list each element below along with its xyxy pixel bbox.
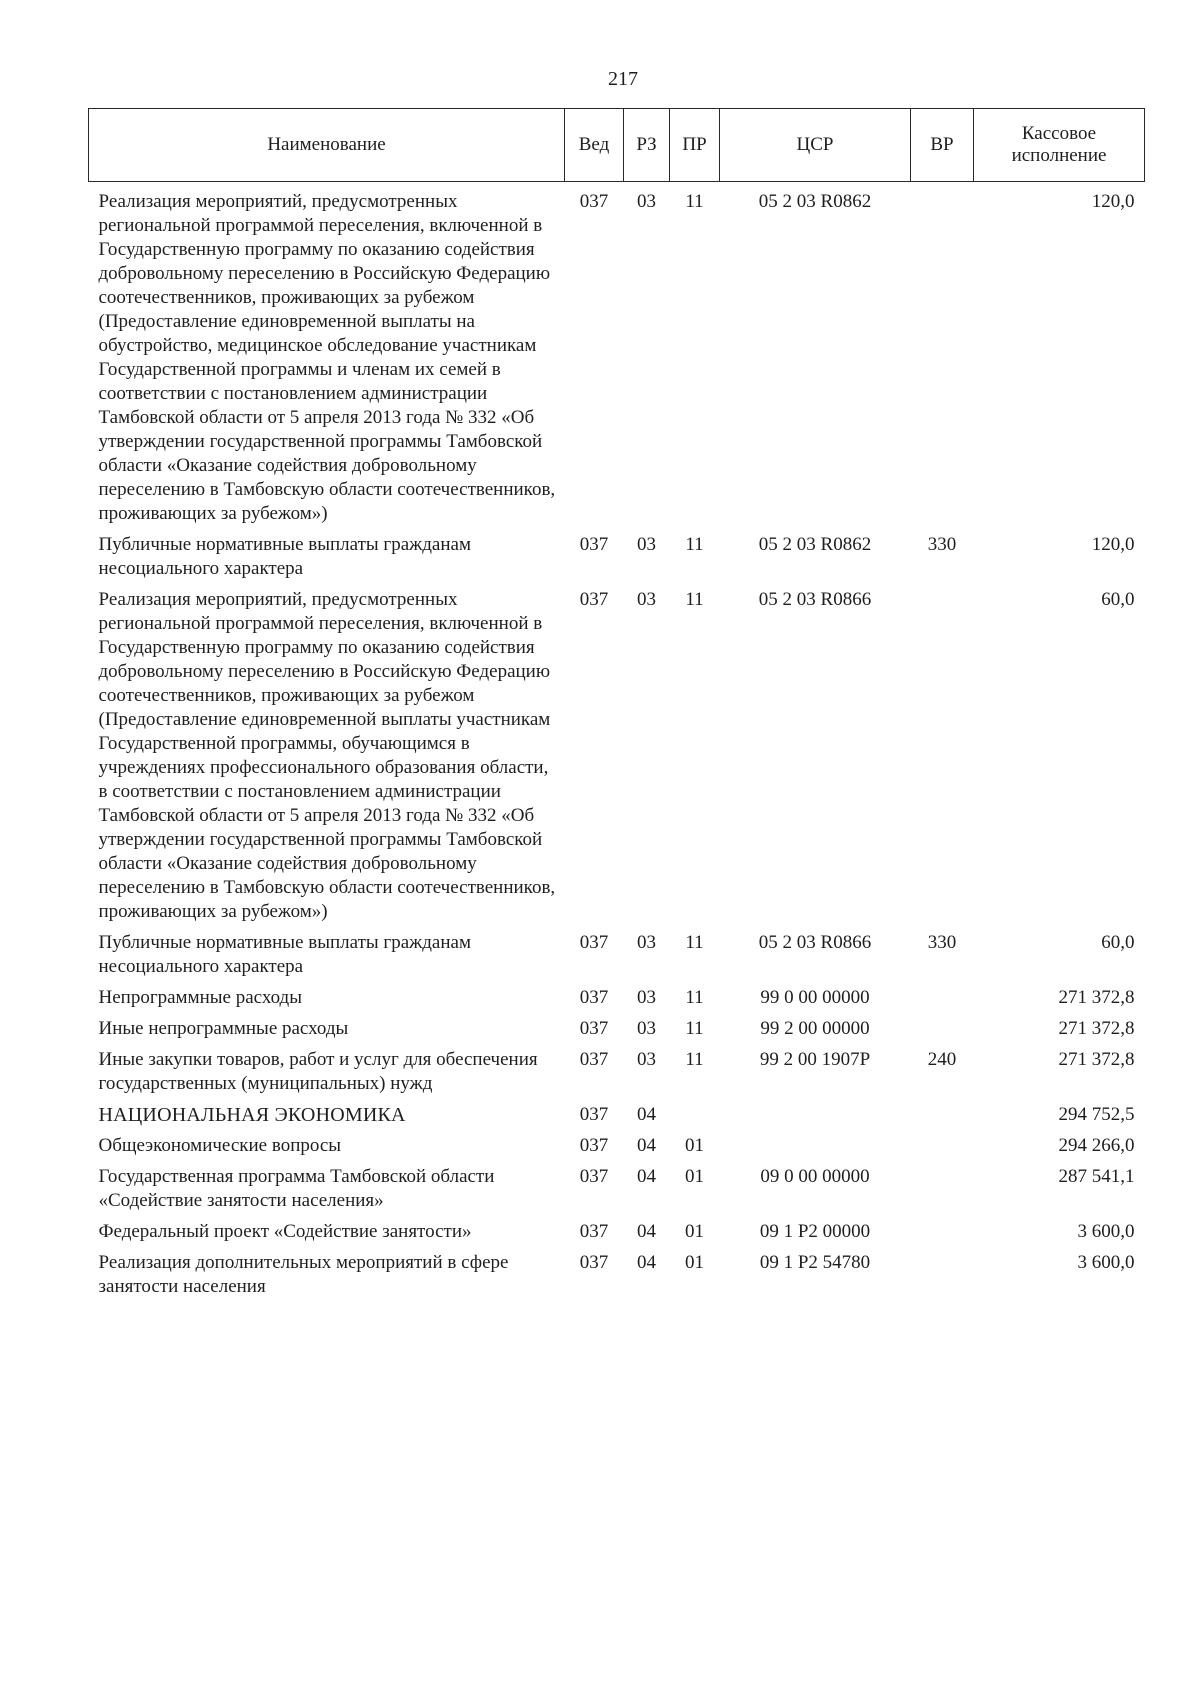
row-sum: 287 541,1: [1058, 1166, 1135, 1187]
row-ved: 037: [579, 1252, 609, 1273]
table-header-row: [89, 109, 1145, 182]
row-csr: 09 1 P2 54780: [759, 1252, 871, 1273]
row-name: Государственная программа Тамбовской области «Содействие занятости населения»: [98, 1166, 495, 1211]
row-vr: [911, 983, 974, 1014]
row-ved: 037: [579, 1049, 609, 1070]
row-pr: 11: [685, 1049, 704, 1070]
row-pr: 01: [685, 1221, 704, 1242]
row-pr: 11: [685, 589, 704, 610]
row-pr: 11: [685, 1018, 704, 1039]
row-ved: 037: [579, 1018, 609, 1039]
row-ved: 037: [579, 534, 609, 555]
row-csr: 99 2 00 00000: [760, 1018, 870, 1039]
row-vr: [911, 1100, 974, 1131]
row-ved: 037: [579, 1104, 609, 1125]
row-sum: 294 752,5: [1058, 1104, 1135, 1125]
table-row: [89, 530, 1145, 585]
table-row: [89, 1014, 1145, 1045]
header-pr: ПР: [670, 109, 720, 182]
row-name: Реализация мероприятий, предусмотренных региональной программой переселения, включенной в Государственную программу по оказанию содействия добровольному переселению в Российскую Федерацию соотечественников, проживающих за рубежом (Предоставление единовременной выплаты на обустройство, медицинское обследование участникам Государственной программы и членам их семей в соответствии с постановлением администрации Тамбовской области от 5 апреля 2013 года № 332 «Об утверждении государственной программы Тамбовской области «Оказание содействия добровольному переселению в Тамбовскую области соотечественников, проживающих за рубежом»): [98, 191, 556, 524]
row-rz: 03: [637, 534, 656, 555]
row-vr: [911, 1162, 974, 1217]
row-vr: [911, 585, 974, 928]
row-ved: 037: [579, 589, 609, 610]
row-csr: [720, 1131, 911, 1162]
row-vr: [911, 1014, 974, 1045]
table-row: [89, 1248, 1145, 1303]
row-sum: 60,0: [1101, 589, 1135, 610]
row-name: Публичные нормативные выплаты гражданам несоциального характера: [98, 932, 471, 977]
row-vr: [911, 182, 974, 531]
page-number: 217: [608, 68, 638, 90]
header-csr: ЦСР: [720, 109, 911, 182]
row-csr: 09 1 P2 00000: [759, 1221, 871, 1242]
row-rz: 03: [637, 1049, 656, 1070]
row-sum: 271 372,8: [1058, 987, 1135, 1008]
table-row-section: [89, 1100, 1145, 1131]
row-sum: 60,0: [1101, 932, 1135, 953]
table-row: [89, 928, 1145, 983]
row-rz: 04: [637, 1135, 656, 1156]
row-rz: 03: [637, 932, 656, 953]
table-row: [89, 1162, 1145, 1217]
row-name: Публичные нормативные выплаты гражданам несоциального характера: [98, 534, 471, 579]
table-body: [89, 182, 1145, 1304]
row-sum: 294 266,0: [1058, 1135, 1135, 1156]
row-rz: 04: [637, 1166, 656, 1187]
header-vr: ВР: [911, 109, 974, 182]
row-name: Иные непрограммные расходы: [98, 1018, 349, 1039]
row-rz: 04: [637, 1104, 656, 1125]
row-rz: 03: [637, 589, 656, 610]
row-sum: 120,0: [1091, 534, 1135, 555]
row-name: Реализация мероприятий, предусмотренных региональной программой переселения, включенной в Государственную программу по оказанию содействия добровольному переселению в Российскую Федерацию соотечественников, проживающих за рубежом (Предоставление единовременной выплаты участникам Государственной программы, обучающимся в учреждениях профессионального образования области, в соответствии с постановлением администрации Тамбовской области от 5 апреля 2013 года № 332 «Об утверждении государственной программы Тамбовской области «Оказание содействия добровольному переселению в Тамбовскую области соотечественников, проживающих за рубежом»): [98, 589, 556, 922]
row-ved: 037: [579, 1135, 609, 1156]
row-sum: 271 372,8: [1058, 1049, 1135, 1070]
row-rz: 04: [637, 1252, 656, 1273]
row-vr: 330: [927, 932, 957, 953]
table-row: [89, 1045, 1145, 1100]
row-vr: [911, 1131, 974, 1162]
row-csr: [720, 1100, 911, 1131]
header-ved: Вед: [565, 109, 624, 182]
row-csr: 99 0 00 00000: [760, 987, 870, 1008]
row-ved: 037: [579, 987, 609, 1008]
row-name: Реализация дополнительных мероприятий в сфере занятости населения: [98, 1252, 509, 1297]
row-csr: 05 2 03 R0866: [758, 589, 872, 610]
row-ved: 037: [579, 1166, 609, 1187]
row-vr: [911, 1248, 974, 1303]
row-rz: 04: [637, 1221, 656, 1242]
row-pr: 01: [685, 1135, 704, 1156]
row-pr: 01: [685, 1166, 704, 1187]
row-vr: [911, 1217, 974, 1248]
table-row: [89, 182, 1145, 531]
row-name: НАЦИОНАЛЬНАЯ ЭКОНОМИКА: [98, 1104, 406, 1126]
row-name: Иные закупки товаров, работ и услуг для обеспечения государственных (муниципальных) нужд: [98, 1049, 538, 1094]
row-csr: 09 0 00 00000: [760, 1166, 870, 1187]
header-sum: Кассовое исполнение: [974, 109, 1145, 182]
table-row: [89, 983, 1145, 1014]
row-csr: 05 2 03 R0862: [758, 534, 872, 555]
row-name: Федеральный проект «Содействие занятости»: [98, 1221, 472, 1242]
row-ved: 037: [579, 191, 609, 212]
table-row: [89, 1131, 1145, 1162]
row-pr: 01: [685, 1252, 704, 1273]
row-pr: 11: [685, 987, 704, 1008]
row-rz: 03: [637, 1018, 656, 1039]
header-name: Наименование: [89, 109, 565, 182]
row-vr: 330: [927, 534, 957, 555]
row-csr: 99 2 00 1907Р: [759, 1049, 871, 1070]
budget-execution-table: [88, 108, 1145, 1303]
row-vr: 240: [927, 1049, 957, 1070]
row-pr: 11: [685, 534, 704, 555]
table-row: [89, 1217, 1145, 1248]
row-name: Общеэкономические вопросы: [98, 1135, 342, 1156]
row-ved: 037: [579, 932, 609, 953]
row-pr: 11: [685, 191, 704, 212]
row-name: Непрограммные расходы: [98, 987, 302, 1008]
row-sum: 271 372,8: [1058, 1018, 1135, 1039]
row-rz: 03: [637, 987, 656, 1008]
row-sum: 3 600,0: [1077, 1221, 1135, 1242]
table-header: [89, 109, 1145, 182]
row-rz: 03: [637, 191, 656, 212]
row-pr: 11: [685, 932, 704, 953]
header-rz: РЗ: [624, 109, 670, 182]
table-row: [89, 585, 1145, 928]
row-ved: 037: [579, 1221, 609, 1242]
row-sum: 120,0: [1091, 191, 1135, 212]
row-csr: 05 2 03 R0862: [758, 191, 872, 212]
row-csr: 05 2 03 R0866: [758, 932, 872, 953]
row-pr: [670, 1100, 720, 1131]
row-sum: 3 600,0: [1077, 1252, 1135, 1273]
